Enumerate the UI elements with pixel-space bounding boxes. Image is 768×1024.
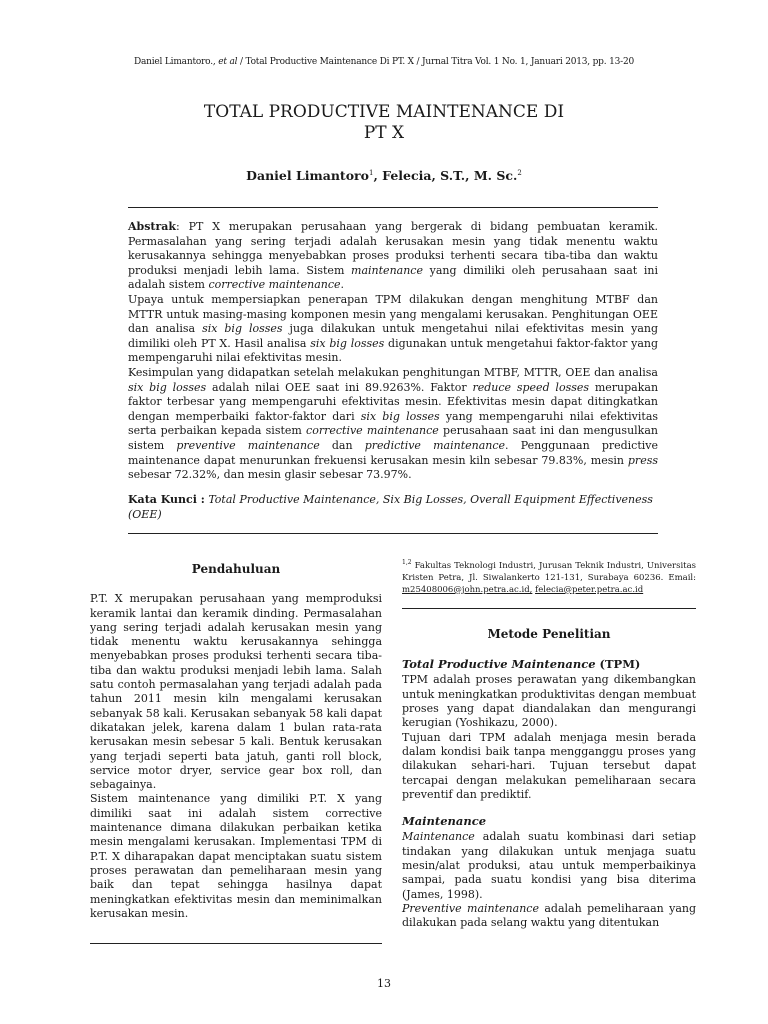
- running-head: [0, 57, 768, 67]
- tpm-paragraph-2: Tujuan dari TPM adalah menjaga mesin berada dalam kondisi baik tanpa mengganggu proses yang dilakukan sehari-hari. Tujuan tersebut dapat tercapai dengan melakukan pemeliharaan secara preventif dan prediktif.: [402, 730, 696, 801]
- left-column-bottom-rule: [90, 943, 382, 944]
- page-number: 13: [377, 977, 391, 990]
- keywords-text: Total Productive Maintenance, Six Big Losses, Overall Equipment Effectiveness (OEE): [128, 493, 653, 521]
- abstract-paragraph-1: Abstrak: PT X merupakan perusahaan yang bergerak di bidang pembuatan keramik. Permasalahan yang sering terjadi adalah kerusakan mesin yang tidak menentu waktu kerusakannya sehingga menyebabkan proses produksi terhenti secara tiba-tiba dan waktu produksi menjadi lebih lama. Sistem maintenance yang dimiliki oleh perusahaan saat ini adalah sistem corrective maintenance.: [128, 220, 659, 292]
- footnote-rule: [402, 608, 696, 609]
- author-2: , Felecia, S.T., M. Sc.: [373, 168, 518, 183]
- abstract-paragraph-3: Kesimpulan yang didapatkan setelah melakukan penghitungan MTBF, MTTR, OEE dan analisa six big losses adalah nilai OEE saat ini 89.9263%. Faktor reduce speed losses merupakan faktor terbesar yang mempengaruhi efektivitas mesin. Efektivitas mesin dapat ditingkatkan dengan memperbaiki faktor-faktor dari six big losses yang mempengaruhi nilai efektivitas serta perbaikan kepada sistem corrective maintenance perusahaan saat ini dan mengusulkan sistem preventive maintenance dan predictive maintenance. Penggunaan predictive maintenance dapat menurunkan frekuensi kerusakan mesin kiln sebesar 79.83%, mesin press sebesar 72.32%, dan mesin glasir sebesar 73.97%.: [128, 365, 659, 482]
- subheading-maintenance: Maintenance: [402, 814, 487, 829]
- email-link-1[interactable]: m25408006@john.petra.ac.id,: [402, 584, 533, 595]
- maintenance-paragraph-1: Maintenance adalah suatu kombinasi dari setiap tindakan yang dilakukan untuk menjaga suatu mesin/alat produksi, atau untuk memperbaikinya sampai, pada suatu kondisi yang bisa diterima (James, 1998).: [402, 830, 696, 901]
- abstract-bottom-rule: [128, 533, 658, 534]
- left-column: [90, 562, 382, 921]
- email-link-2[interactable]: felecia@peter.petra.ac.id: [535, 584, 644, 595]
- footnote-affiliation: Fakultas Teknologi Industri, Jurusan Teknik Industri, Universitas Kristen Petra, Jl. Siwalankerto 121-131, Surabaya 60236.: [402, 560, 697, 583]
- section-heading-pendahuluan: Pendahuluan: [191, 562, 281, 576]
- abstract-label: Abstrak: [128, 220, 177, 233]
- running-head-etal: et al: [218, 57, 238, 67]
- affiliation-footnote: [402, 557, 696, 596]
- title-line-1: TOTAL PRODUCTIVE MAINTENANCE DI: [203, 102, 565, 122]
- running-head-author: Daniel Limantoro.,: [133, 57, 216, 67]
- keywords: [128, 493, 658, 522]
- maintenance-paragraph-2: Preventive maintenance adalah pemeliharaan yang dilakukan pada selang waktu yang ditentukan: [402, 901, 696, 930]
- abstract-paragraph-2: Upaya untuk mempersiapkan penerapan TPM dilakukan dengan menghitung MTBF dan MTTR untuk masing-masing komponen mesin yang mengalami kerusakan. Penghitungan OEE dan analisa six big losses juga dilakukan untuk mengetahui nilai efektivitas mesin yang dimiliki oleh PT X. Hasil analisa six big losses digunakan untuk mengetahui faktor-faktor yang mempengaruhi nilai efektivitas mesin.: [128, 292, 659, 365]
- right-column: [402, 557, 696, 930]
- tpm-paragraph-1: TPM adalah proses perawatan yang dikembangkan untuk meningkatkan produktivitas dengan membuat proses yang dapat diandalakan dan mengurangi kerugian (Yoshikazu, 2000).: [402, 673, 696, 730]
- section-heading-metode: Metode Penelitian: [487, 626, 611, 641]
- author-line: [0, 168, 768, 183]
- abstract-top-rule: [128, 207, 658, 208]
- intro-paragraph-2: Sistem maintenance yang dimiliki P.T. X yang dimiliki saat ini adalah sistem corrective maintenance dimana dilakukan perbaikan ketika mesin mengalami kerusakan. Implementasi TPM di P.T. X diharapakan dapat menciptakan suatu sistem proses perawatan dan pemeliharaan mesin yang baik dan tepat sehingga hasilnya dapat meningkatkan efektivitas mesin dan meminimalkan kerusakan mesin.: [90, 792, 382, 920]
- subheading-tpm: Total Productive Maintenance (TPM): [402, 657, 641, 672]
- footnote-marker: 1,2: [402, 559, 412, 566]
- title-line-2: PT X: [363, 123, 405, 143]
- intro-paragraph-1: P.T. X merupakan perusahaan yang memproduksi keramik lantai dan keramik dinding. Permasalahan yang sering terjadi adalah kerusakan mesin yang tidak menentu waktu kerusakannya sehingga menyebabkan proses produksi terhenti secara tiba-tiba dan waktu produksi menjadi lebih lama. Salah satu contoh permasalahan yang terjadi adalah pada tahun 2011 mesin kiln mengalami kerusakan sebanyak 58 kali. Kerusakan sebanyak 58 kali dapat dikatakan jelek, karena dalam 1 bulan rata-rata kerusakan mesin sebesar 5 kali. Bentuk kerusakan yang terjadi seperti bata jatuh, ganti roll block, service motor dryer, service gear box roll, dan sebagainya.: [90, 592, 382, 792]
- footnote-email-label: Email:: [668, 572, 697, 583]
- abstract: [128, 220, 658, 483]
- author-1: Daniel Limantoro: [246, 168, 369, 183]
- running-head-rest: / Total Productive Maintenance Di PT. X / Jurnal Titra Vol. 1 No. 1, Januari 2013, pp. 13-20: [239, 57, 635, 67]
- author-2-affiliation: 2: [517, 168, 522, 177]
- paper-title: [0, 102, 768, 144]
- keywords-label: Kata Kunci :: [128, 493, 205, 506]
- author-1-affiliation: 1: [368, 168, 374, 177]
